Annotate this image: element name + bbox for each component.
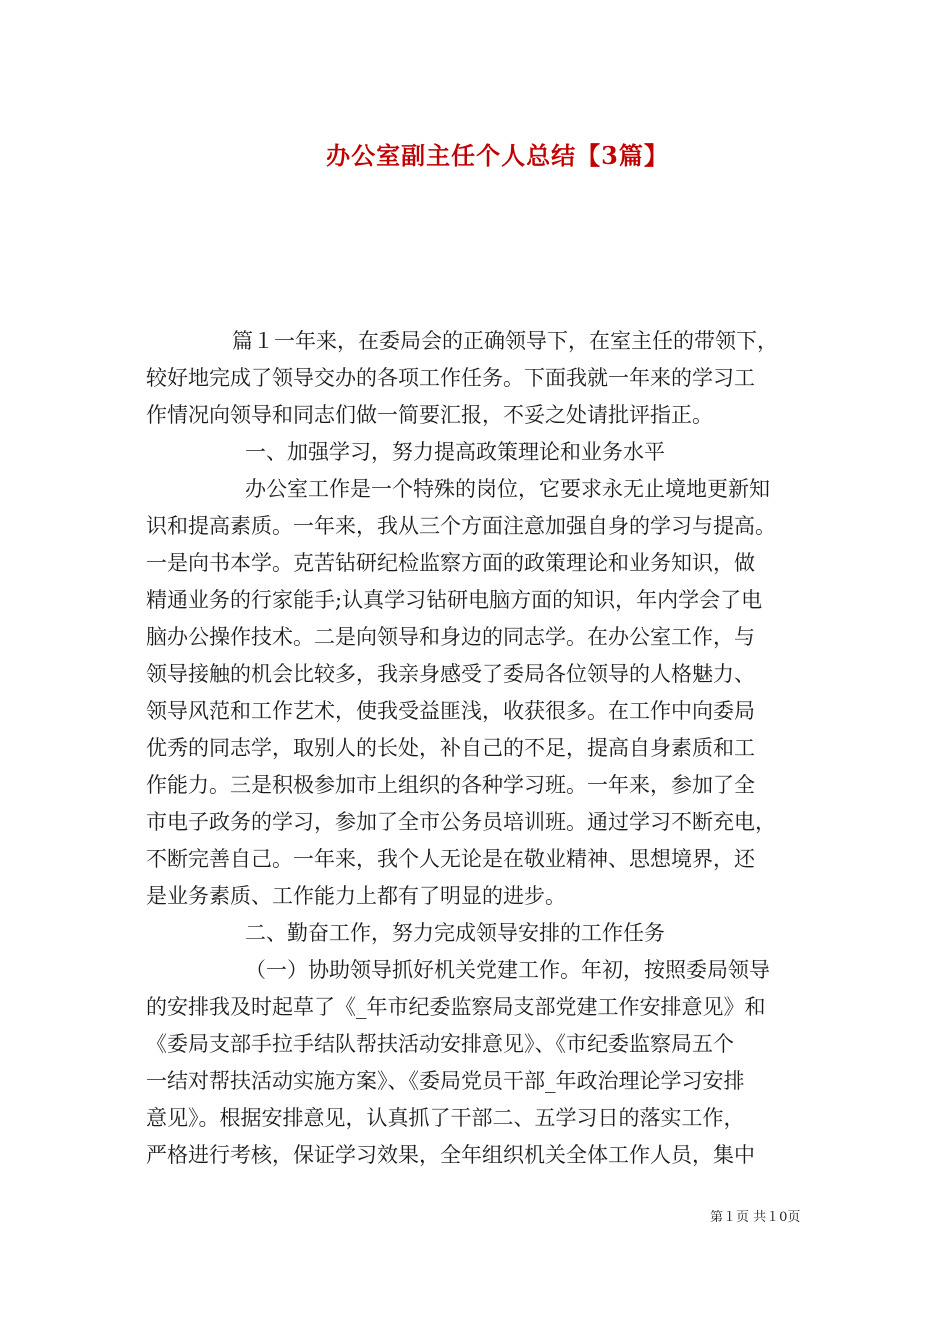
document-title: 办公室副主任个人总结【3篇】 bbox=[326, 141, 669, 170]
body-line: 严格进行考核，保证学习效果，全年组织机关全体工作人员，集中 bbox=[146, 1143, 755, 1167]
body-line: 一结对帮扶活动实施方案》、《委局党员干部_年政治理论学习安排 bbox=[146, 1069, 745, 1093]
body-line: 作能力。三是积极参加市上组织的各种学习班。一年来，参加了全 bbox=[146, 773, 755, 797]
body-line: 识和提高素质。一年来，我从三个方面注意加强自身的学习与提高。 bbox=[146, 514, 776, 538]
section-heading: 一、加强学习，努力提高政策理论和业务水平 bbox=[245, 440, 665, 464]
body-line: 篇１一年来，在委局会的正确领导下，在室主任的带领下， bbox=[232, 329, 778, 353]
body-line: 脑办公操作技术。二是向领导和身边的同志学。在办公室工作，与 bbox=[146, 625, 755, 649]
page-number: 第１页 共１0页 bbox=[710, 1210, 801, 1225]
body-line: 不断完善自己。一年来，我个人无论是在敬业精神、思想境界，还 bbox=[146, 847, 755, 871]
body-line: 领导风范和工作艺术，使我受益匪浅，收获很多。在工作中向委局 bbox=[146, 699, 755, 723]
body-line: 领导接触的机会比较多，我亲身感受了委局各位领导的人格魅力、 bbox=[146, 662, 755, 686]
body-line: 《委局支部手拉手结队帮扶活动安排意见》、《市纪委监察局五个 bbox=[146, 1032, 734, 1056]
body-line: 办公室工作是一个特殊的岗位，它要求永无止境地更新知 bbox=[245, 477, 770, 501]
body-line: 意见》。根据安排意见，认真抓了干部二、五学习日的落实工作， bbox=[146, 1106, 745, 1130]
body-line: 较好地完成了领导交办的各项工作任务。下面我就一年来的学习工 bbox=[146, 366, 755, 390]
body-line: 的安排我及时起草了《_年市纪委监察局支部党建工作安排意见》和 bbox=[146, 995, 766, 1019]
body-line: 市电子政务的学习，参加了全市公务员培训班。通过学习不断充电， bbox=[146, 810, 776, 834]
body-line: 是业务素质、工作能力上都有了明显的进步。 bbox=[146, 884, 566, 908]
section-heading: 二、勤奋工作，努力完成领导安排的工作任务 bbox=[245, 921, 665, 945]
body-line: 精通业务的行家能手;认真学习钻研电脑方面的知识，年内学会了电 bbox=[146, 588, 763, 612]
body-line: （一）协助领导抓好机关党建工作。年初，按照委局领导 bbox=[245, 958, 770, 982]
body-line: 作情况向领导和同志们做一简要汇报，不妥之处请批评指正。 bbox=[146, 403, 713, 427]
body-line: 一是向书本学。克苦钻研纪检监察方面的政策理论和业务知识，做 bbox=[146, 551, 755, 575]
body-line: 优秀的同志学，取别人的长处，补自己的不足，提高自身素质和工 bbox=[146, 736, 755, 760]
